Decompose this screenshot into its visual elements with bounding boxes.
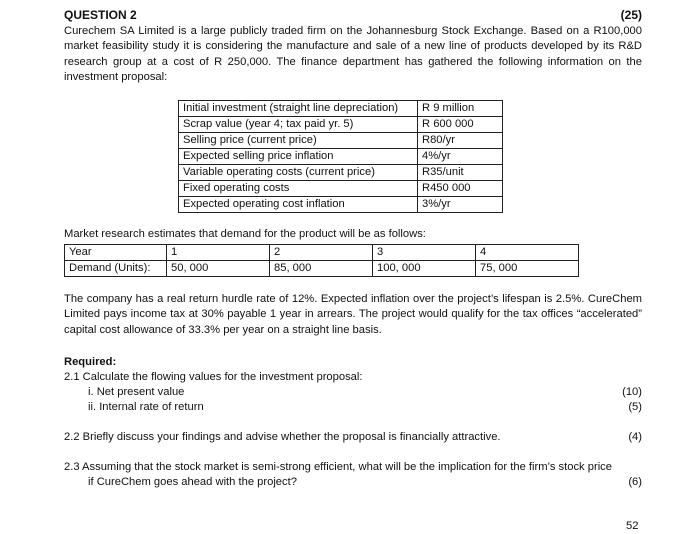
- question-2-3-continued: if CureChem goes ahead with the project?: [88, 476, 297, 488]
- page-number: 52: [626, 520, 639, 532]
- year-cell: 1: [167, 245, 270, 261]
- table-cell-value: R450 000: [418, 181, 503, 197]
- question-intro: Curechem SA Limited is a large publicly traded firm on the Johannesburg Stock Exchange. Based on a R100,000 market feasibility study it is considering the manufacture and sale of a new line of products developed by its R&D research group at a cost of R 250,000. The finance department has gathered the following information on the investment proposal:: [64, 25, 642, 83]
- company-info-paragraph: The company has a real return hurdle rate of 12%. Expected inflation over the project’s lifespan is 2.5%. CureChem Limited pays income tax at 30% payable 1 year in arrears. The project would qualify for the tax offices “accelerated” capital cost allowance of 33.3% per year on a straight line basis.: [64, 293, 642, 336]
- table-cell-value: R35/unit: [418, 165, 503, 181]
- table-cell-label: Variable operating costs (current price): [179, 165, 418, 181]
- table-cell-label: Expected selling price inflation: [179, 149, 418, 165]
- question-2-2-marks: (4): [628, 431, 642, 443]
- table-cell-label: Expected operating cost inflation: [179, 197, 418, 213]
- table-cell-label: Scrap value (year 4; tax paid yr. 5): [179, 117, 418, 133]
- question-2-1-ii-marks: (5): [628, 401, 642, 413]
- year-cell: 3: [373, 245, 476, 261]
- question-2-2: 2.2 Briefly discuss your findings and advise whether the proposal is financially attractive.: [64, 431, 501, 443]
- table-row: [179, 101, 503, 117]
- table-cell-label: Fixed operating costs: [179, 181, 418, 197]
- question-total-marks: (25): [620, 8, 642, 22]
- table-cell-value: 3%/yr: [418, 197, 503, 213]
- year-header: Year: [65, 245, 167, 261]
- demand-header: Demand (Units):: [65, 261, 167, 277]
- table-cell-value: 4%/yr: [418, 149, 503, 165]
- table-cell-value: R 600 000: [418, 117, 503, 133]
- table-row: [179, 133, 503, 149]
- demand-table: [64, 244, 579, 277]
- table-row: [179, 197, 503, 213]
- table-row: [65, 261, 579, 277]
- required-heading: Required:: [64, 356, 117, 368]
- question-2-3: 2.3 Assuming that the stock market is semi-strong efficient, what will be the implication for the firm’s stock price: [64, 461, 612, 473]
- question-2-1-i-marks: (10): [622, 386, 642, 398]
- market-research-intro: Market research estimates that demand for the product will be as follows:: [64, 228, 426, 240]
- table-cell-label: Initial investment (straight line depreciation): [179, 101, 418, 117]
- table-row: [65, 245, 579, 261]
- table-row: [179, 117, 503, 133]
- proposal-info-table: [178, 100, 503, 213]
- demand-cell: 85, 000: [270, 261, 373, 277]
- question-heading: [64, 8, 642, 24]
- table-row: [179, 165, 503, 181]
- demand-cell: 100, 000: [373, 261, 476, 277]
- table-row: [179, 181, 503, 197]
- demand-cell: 50, 000: [167, 261, 270, 277]
- question-2-3-marks: (6): [628, 476, 642, 488]
- table-cell-label: Selling price (current price): [179, 133, 418, 149]
- year-cell: 4: [476, 245, 579, 261]
- demand-cell: 75, 000: [476, 261, 579, 277]
- question-2-1-ii: ii. Internal rate of return: [88, 401, 204, 413]
- year-cell: 2: [270, 245, 373, 261]
- question-title: QUESTION 2: [64, 8, 137, 22]
- table-row: [179, 149, 503, 165]
- question-2-1: 2.1 Calculate the flowing values for the investment proposal:: [64, 371, 363, 383]
- table-cell-value: R 9 million: [418, 101, 503, 117]
- question-2-1-i: i. Net present value: [88, 386, 185, 398]
- table-cell-value: R80/yr: [418, 133, 503, 149]
